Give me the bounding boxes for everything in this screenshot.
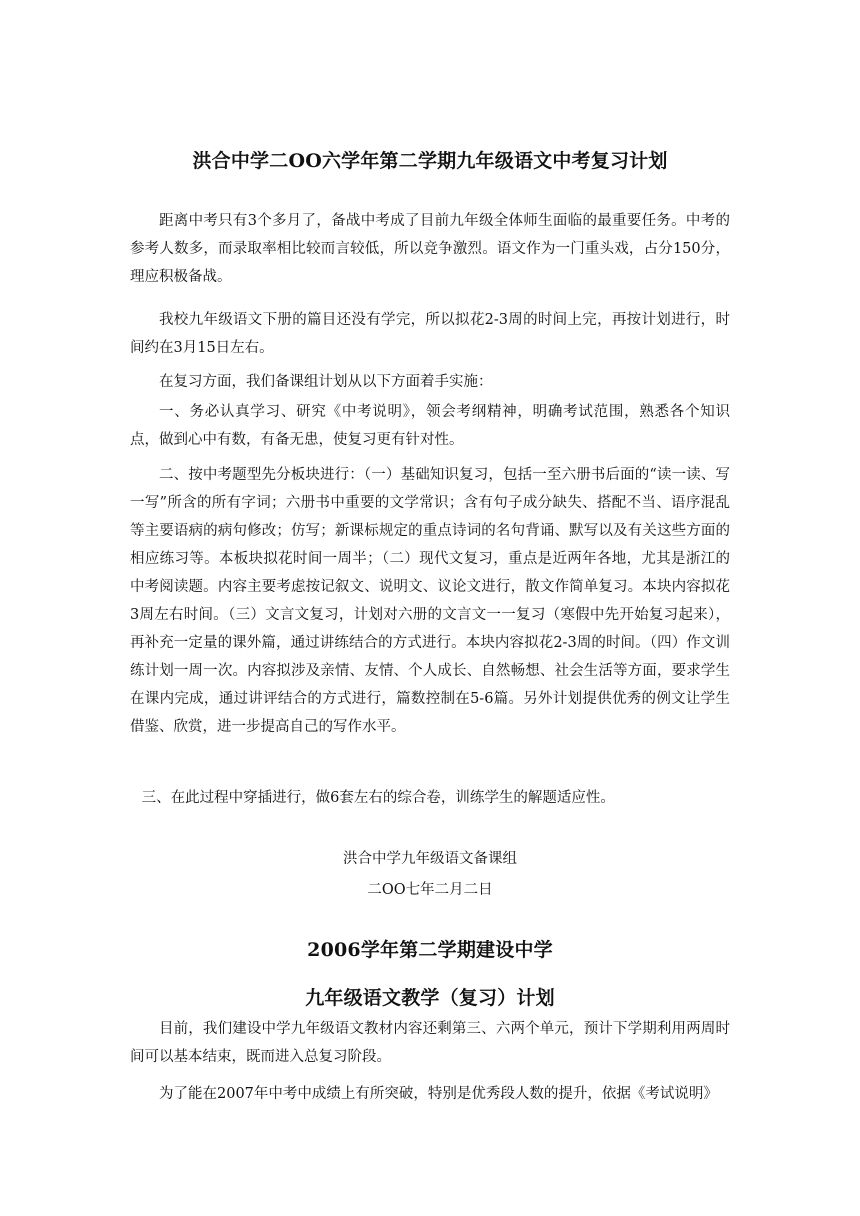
second-document-paragraph-2: 为了能在2007年中考中成绩上有所突破，特别是优秀段人数的提升，依据《考试说明》 [159,1086,718,1102]
paragraph-item-three: 三、在此过程中穿插进行，做6套左右的综合卷，训练学生的解题适应性。 [141,790,615,806]
paragraph-item-two: 二、按中考题型先分板块进行：（一）基础知识复习，包括一至六册书后面的“读一读、写一写”所含的所有字词；六册书中重要的文学常识；含有句子成分缺失、搭配不当、语序混乱等主要语病的病句修改；仿写；新课标规定的重点诗词的名句背诵、默写以及有关这些方面的相应练习等。本板块拟花时间一周半；（二）现代文复习，重点是近两年各地，尤其是浙江的中考阅读题。内容主要考虑按记叙文、说明文、议论文进行，散文作简单复习。本块内容拟花3周左右时间。（三）文言文复习，计划对六册的文言文一一复习（寒假中先开始复习起来），再补充一定量的课外篇，通过讲练结合的方式进行。本块内容拟花2-3周的时间。（四）作文训练计划一周一次。内容拟涉及亲情、友情、个人成长、自然畅想、社会生活等方面，要求学生在课内完成，通过讲评结合的方式进行，篇数控制在5-6篇。另外计划提供优秀的例文让学生借鉴、欣赏，进一步提高自己的写作水平。 [130,467,730,735]
signature-date: 二OO七年二月二日 [367,882,493,898]
signature-group: 洪合中学九年级语文备课组 [343,851,517,867]
second-document-paragraph-1: 目前，我们建设中学九年级语文教材内容还剩第三、六两个单元，预计下学期利用两周时间可以基本结束，既而进入总复习阶段。 [130,1021,730,1065]
second-document-title-line-2: 九年级语文教学（复习）计划 [305,987,555,1009]
paragraph-item-one: 一、务必认真学习、研究《中考说明》，领会考纲精神，明确考试范围，熟悉各个知识点，做到心中有数，有备无患，使复习更有针对性。 [130,404,730,448]
second-document-title-line-1: 2006学年第二学期建设中学 [307,939,553,961]
paragraph-plan-intro: 在复习方面，我们备课组计划从以下方面着手实施： [159,374,493,390]
paragraph-intro: 距离中考只有3个多月了，备战中考成了目前九年级全体师生面临的最重要任务。中考的参考人数多，而录取率相比较而言较低，所以竞争激烈。语文作为一门重头戏，占分150分，理应积极备战。 [130,213,730,285]
paragraph-schedule: 我校九年级语文下册的篇目还没有学完，所以拟花2-3周的时间上完，再按计划进行，时间约在3月15日左右。 [130,312,730,356]
document-title: 洪合中学二OO六学年第二学期九年级语文中考复习计划 [192,150,668,172]
